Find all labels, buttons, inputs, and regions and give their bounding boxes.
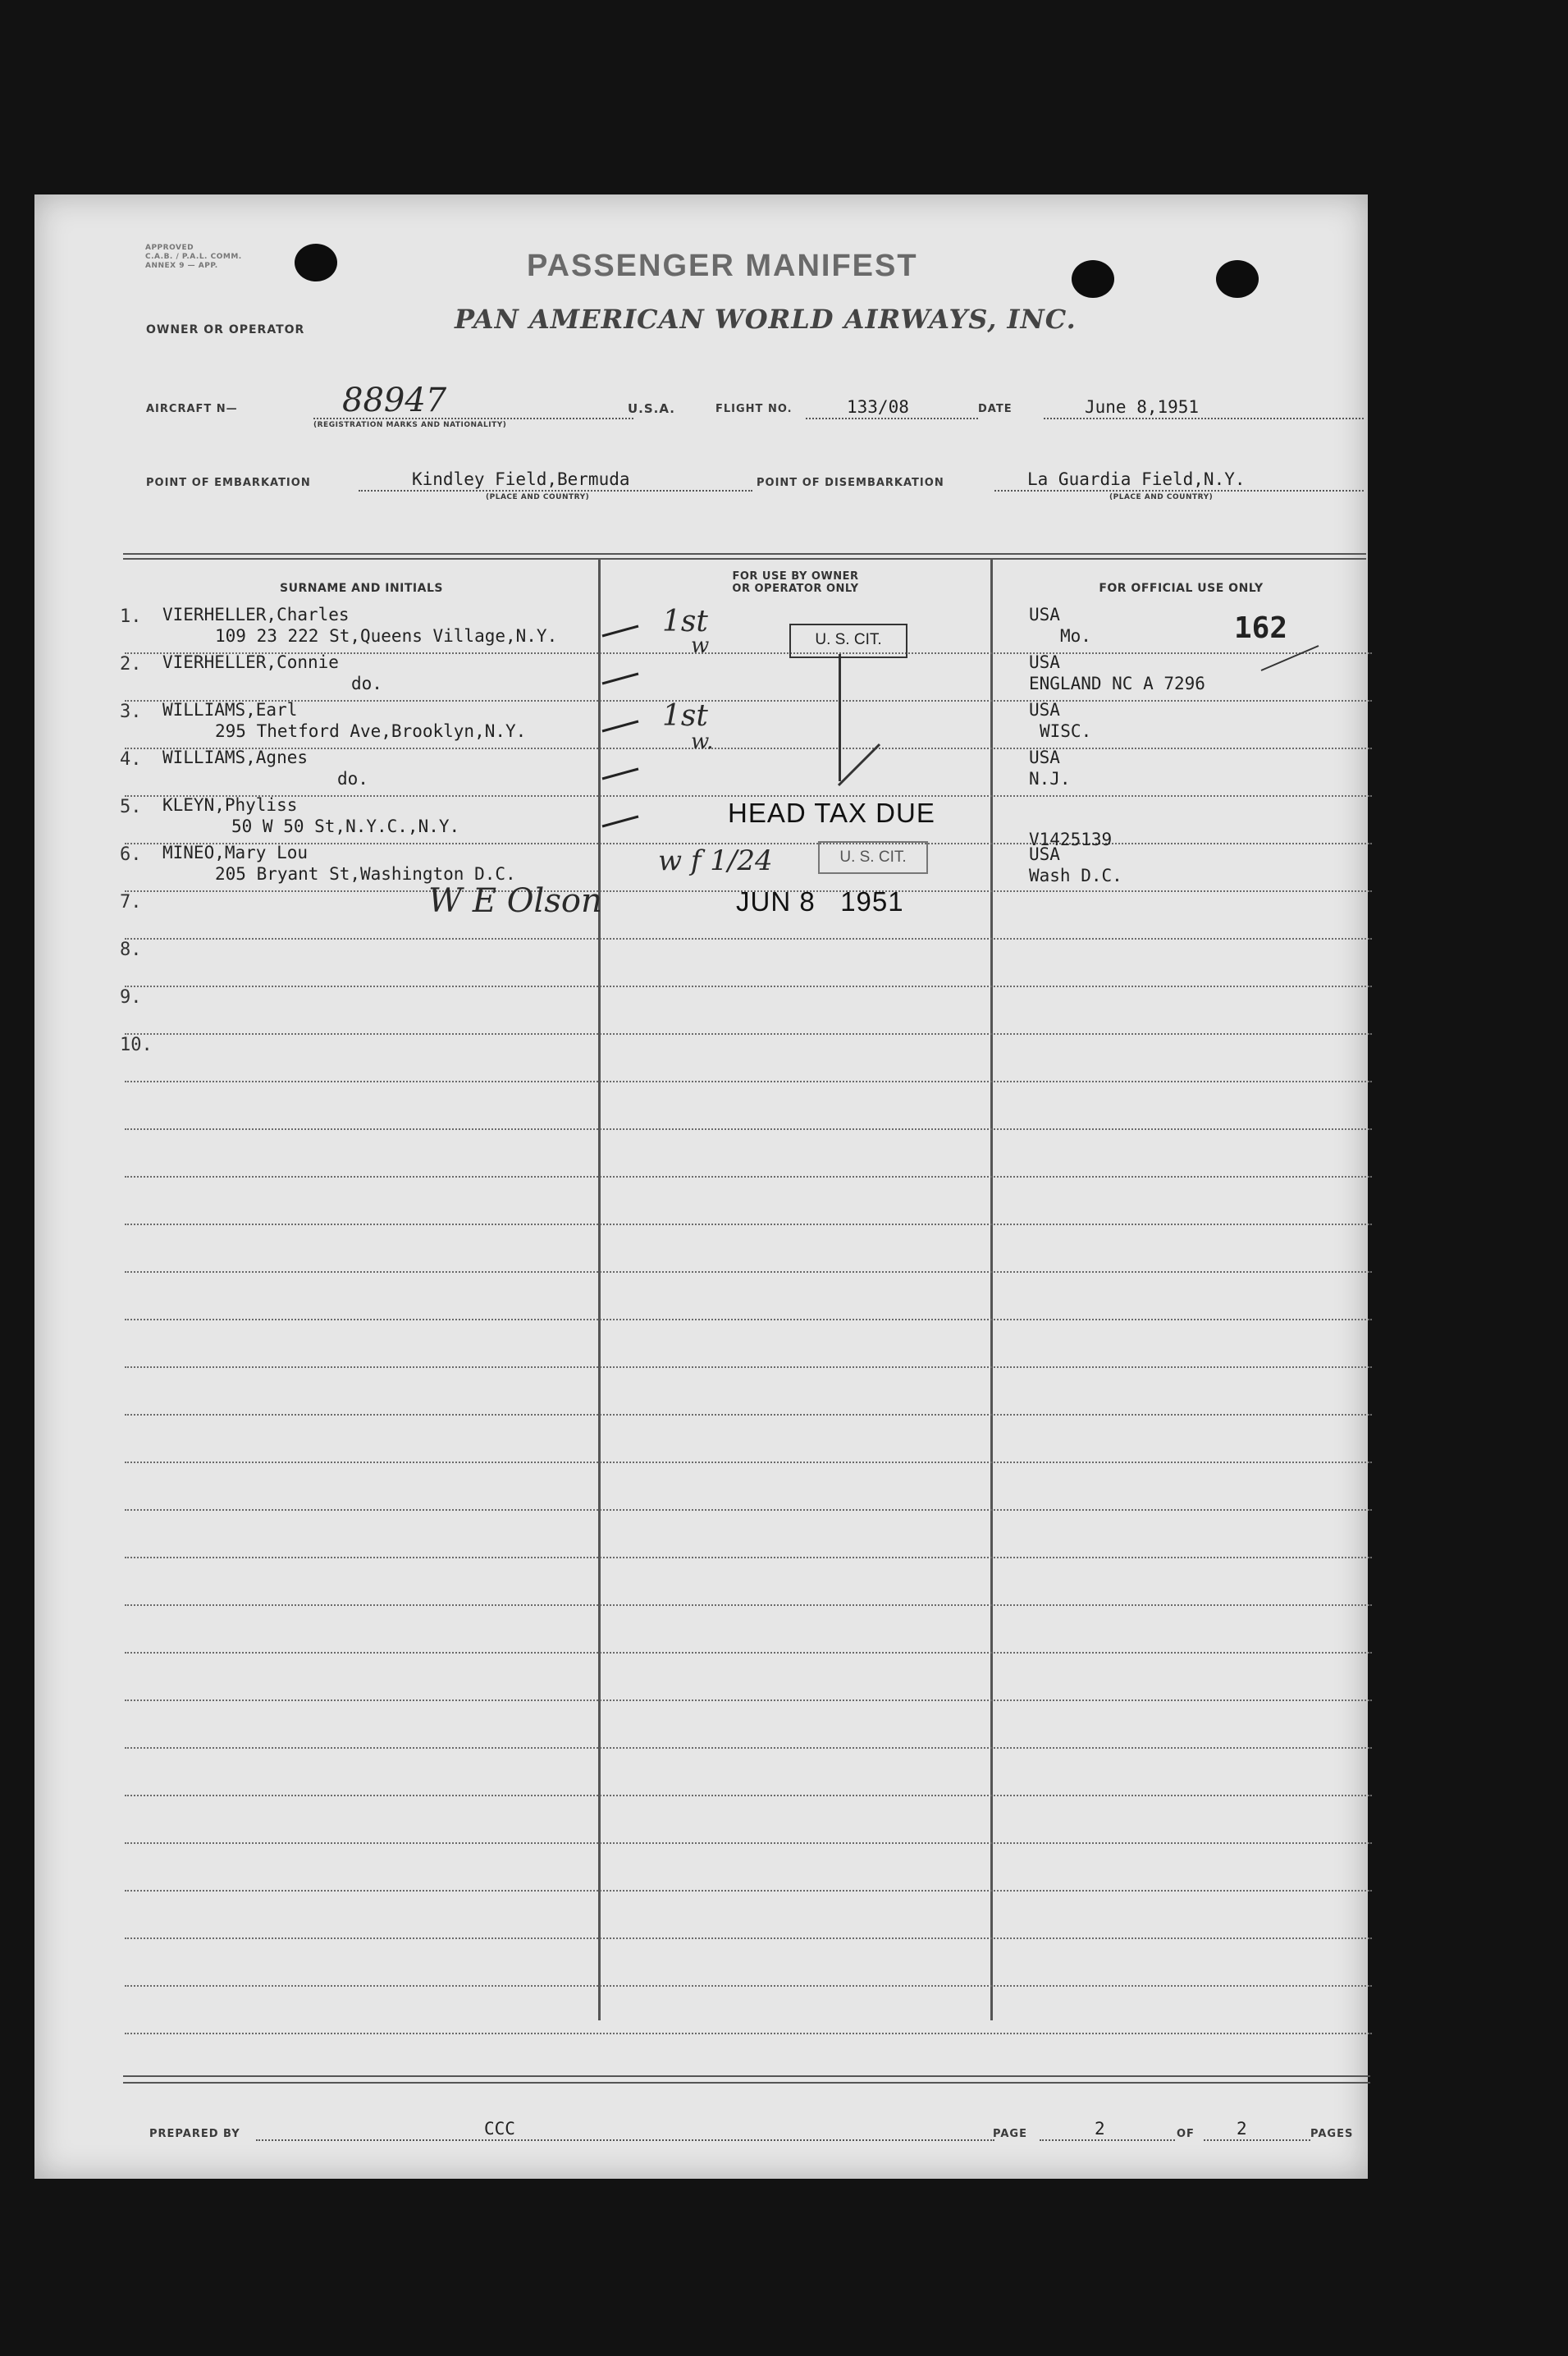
ruled-line	[125, 1557, 1372, 1558]
column-divider-2	[990, 560, 993, 2020]
owner-mark-1b: w	[691, 634, 710, 658]
passenger-address: do.	[351, 674, 382, 693]
passenger-address: 50 W 50 St,N.Y.C.,N.Y.	[231, 817, 460, 836]
ruled-line	[125, 1747, 1372, 1749]
ruled-line	[125, 1081, 1372, 1082]
official-line-6: WISC.	[1040, 721, 1092, 741]
embark-caption: (PLACE AND COUNTRY)	[486, 493, 590, 501]
ruled-line	[125, 1319, 1372, 1320]
official-line-12: Wash D.C.	[1029, 866, 1122, 885]
passenger-name: VIERHELLER,Charles	[162, 605, 350, 624]
ruled-line	[125, 1890, 1372, 1892]
official-line-1: USA	[1029, 605, 1060, 624]
flight-label: FLIGHT NO.	[715, 403, 793, 415]
us-cit-stamp: U. S. CIT.	[789, 624, 907, 658]
row-number: 6.	[120, 844, 142, 865]
aircraft-label: AIRCRAFT N—	[146, 403, 238, 415]
owner-mark-6: w f 1/24	[658, 844, 773, 877]
disembark-caption: (PLACE AND COUNTRY)	[1109, 493, 1214, 501]
pages-label: PAGES	[1310, 2128, 1354, 2140]
stamp-connector-diag	[834, 740, 884, 789]
passenger-name: MINEO,Mary Lou	[162, 843, 309, 862]
head-tax-due-stamp: HEAD TAX DUE	[728, 798, 935, 828]
date-stamp: JUN 8 1951	[736, 886, 904, 917]
ruled-line	[125, 1700, 1372, 1701]
owner-mark-1: 1st	[662, 605, 708, 638]
of-label: OF	[1177, 2128, 1195, 2140]
col-header-owner-2: OR OPERATOR ONLY	[732, 583, 859, 595]
col-header-surname: SURNAME AND INITIALS	[280, 582, 443, 595]
ruled-line	[125, 1271, 1372, 1273]
of-value: 2	[1237, 2119, 1247, 2139]
punch-hole-right-2	[1216, 260, 1259, 298]
ruled-line	[125, 1176, 1372, 1178]
ruled-line	[125, 1366, 1372, 1368]
row-number: 1.	[120, 606, 142, 627]
prepared-label: PREPARED BY	[149, 2128, 240, 2140]
operator-name: PAN AMERICAN WORLD AIRWAYS, INC.	[455, 304, 1077, 335]
official-number: 162	[1234, 611, 1288, 645]
official-line-10: V1425139	[1029, 830, 1113, 849]
official-line-5: USA	[1029, 700, 1060, 720]
page-label: PAGE	[993, 2128, 1027, 2140]
ruled-line	[125, 986, 1372, 987]
official-line-3: USA	[1029, 652, 1060, 672]
ruled-line	[125, 1652, 1372, 1654]
registration-caption: (REGISTRATION MARKS AND NATIONALITY)	[313, 421, 507, 429]
ruled-line	[125, 938, 1372, 940]
owner-mark-3: 1st	[662, 699, 708, 733]
row-number: 9.	[120, 987, 142, 1008]
ruled-line	[125, 1937, 1372, 1939]
col-header-official: FOR OFFICIAL USE ONLY	[1099, 582, 1264, 595]
row-number: 3.	[120, 702, 142, 722]
passenger-name: WILLIAMS,Earl	[162, 700, 298, 720]
embark-value: Kindley Field,Bermuda	[412, 469, 630, 489]
official-line-2: Mo.	[1060, 626, 1091, 646]
passenger-name: VIERHELLER,Connie	[162, 652, 339, 672]
ruled-line	[125, 700, 1372, 702]
owner-mark-3b: w.	[691, 730, 714, 754]
table-bottom-rule	[123, 2075, 1370, 2084]
page-value: 2	[1095, 2119, 1105, 2139]
usa-label: U.S.A.	[628, 401, 675, 416]
ruled-line	[125, 1462, 1372, 1463]
passenger-address: do.	[337, 769, 368, 789]
ruled-line	[125, 748, 1372, 749]
manifest-sheet	[34, 194, 1368, 2179]
ruled-line	[125, 1128, 1372, 1130]
passenger-address: 205 Bryant St,Washington D.C.	[215, 864, 516, 884]
date-value: June 8,1951	[1085, 397, 1200, 417]
official-marks	[1257, 642, 1323, 675]
row-number: 10.	[120, 1035, 153, 1055]
row-number: 2.	[120, 654, 142, 675]
approval-note: APPROVED C.A.B. / P.A.L. COMM. ANNEX 9 — APP.	[145, 244, 242, 270]
passenger-address: 295 Thetford Ave,Brooklyn,N.Y.	[215, 721, 527, 741]
disembark-label: POINT OF DISEMBARKATION	[757, 477, 944, 489]
owner-label: OWNER OR OPERATOR	[146, 323, 305, 336]
us-cit-stamp-2: U. S. CIT.	[818, 841, 928, 874]
official-line-7: USA	[1029, 748, 1060, 767]
row-number: 4.	[120, 749, 142, 770]
form-title: PASSENGER MANIFEST	[527, 249, 918, 283]
prepared-value: CCC	[484, 2119, 515, 2139]
row-number: 8.	[120, 940, 142, 960]
passenger-name: KLEYN,Phyliss	[162, 795, 298, 815]
flight-value: 133/08	[847, 397, 909, 417]
official-line-8: N.J.	[1029, 769, 1071, 789]
official-line-4: ENGLAND NC A 7296	[1029, 674, 1205, 693]
passenger-name: WILLIAMS,Agnes	[162, 748, 309, 767]
date-label: DATE	[978, 403, 1013, 415]
table-top-rule	[123, 553, 1366, 560]
ruled-line	[125, 1842, 1372, 1844]
ruled-line	[125, 1224, 1372, 1225]
officer-signature: W E Olson	[428, 882, 602, 920]
disembark-value: La Guardia Field,N.Y.	[1027, 469, 1246, 489]
ruled-line	[125, 1795, 1372, 1796]
ruled-line	[125, 1985, 1372, 1987]
official-line-11: USA	[1029, 844, 1060, 864]
ruled-line	[125, 1604, 1372, 1606]
row-number: 5.	[120, 797, 142, 817]
ruled-line	[125, 1414, 1372, 1416]
ruled-line	[125, 1509, 1372, 1511]
row-number: 7.	[120, 892, 142, 913]
col-header-owner-1: FOR USE BY OWNER	[732, 570, 859, 583]
aircraft-value: 88947	[342, 382, 447, 419]
ruled-line	[125, 795, 1372, 797]
passenger-address: 109 23 222 St,Queens Village,N.Y.	[215, 626, 558, 646]
punch-hole-right-1	[1072, 260, 1114, 298]
ruled-line	[125, 1033, 1372, 1035]
embark-label: POINT OF EMBARKATION	[146, 477, 311, 489]
ruled-line	[125, 2033, 1372, 2034]
